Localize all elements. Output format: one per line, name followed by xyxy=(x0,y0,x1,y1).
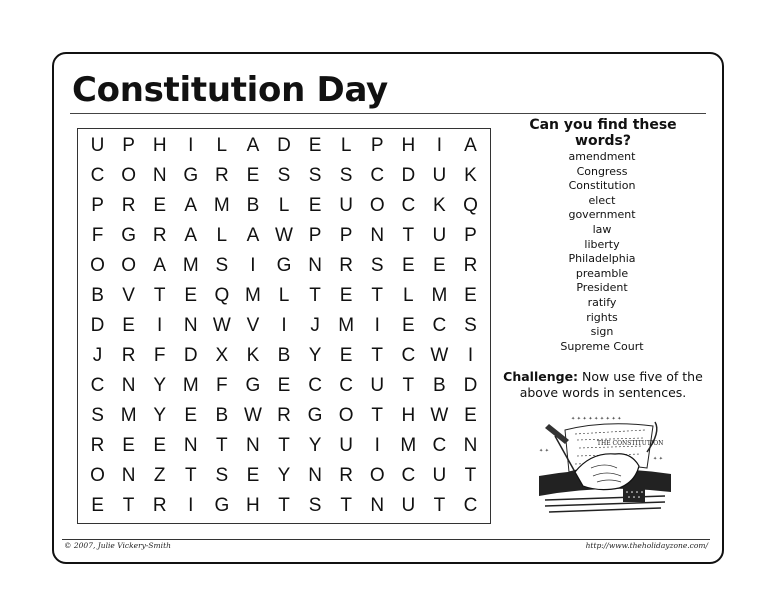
grid-letter: M xyxy=(182,255,199,276)
word-list-item: Philadelphia xyxy=(568,252,636,266)
grid-letter: F xyxy=(216,375,228,396)
grid-letter: N xyxy=(183,315,198,336)
word-list xyxy=(520,150,684,354)
grid-letter: O xyxy=(121,165,136,186)
grid-letter: B xyxy=(433,375,446,396)
grid-letter: P xyxy=(464,225,477,246)
grid-letter: I xyxy=(374,315,380,336)
grid-letter: P xyxy=(308,225,322,246)
grid-letter: M xyxy=(120,405,137,426)
svg-text:✦ ✦ ✦ ✦ ✦ ✦ ✦ ✦ ✦: ✦ ✦ ✦ ✦ ✦ ✦ ✦ ✦ ✦ xyxy=(571,416,622,422)
grid-letter: H xyxy=(246,495,260,516)
grid-letter: T xyxy=(402,225,415,246)
grid-letter: Y xyxy=(277,465,291,486)
grid-letter: I xyxy=(188,135,194,156)
grid-letter: E xyxy=(401,315,415,336)
grid-letter: E xyxy=(339,345,353,366)
grid-letter: S xyxy=(91,405,104,426)
grid-letter: Z xyxy=(153,465,166,486)
grid-letter: R xyxy=(121,345,136,366)
grid-letter: M xyxy=(182,375,199,396)
grid-letter: R xyxy=(152,225,167,246)
challenge-body: Now use five of the above words in sentences. xyxy=(519,369,703,400)
word-list-heading: Can you find these words? xyxy=(529,117,677,149)
grid-letter: O xyxy=(338,405,354,426)
grid-letter: S xyxy=(277,165,291,186)
grid-letter: P xyxy=(370,135,384,156)
grid-letter: E xyxy=(277,375,291,396)
grid-letter: E xyxy=(184,405,198,426)
grid-letter: T xyxy=(278,435,290,456)
grid-letter: U xyxy=(339,435,354,456)
grid-letter: Y xyxy=(308,345,322,366)
grid-letter: B xyxy=(246,195,260,216)
grid-letter: T xyxy=(309,285,321,306)
grid-letter: S xyxy=(215,255,229,276)
grid-letter: E xyxy=(433,255,446,276)
grid-letter: A xyxy=(246,225,260,246)
grid-letter: N xyxy=(183,435,198,456)
grid-letter: E xyxy=(308,135,322,156)
grid-letter: T xyxy=(371,405,384,426)
grid-letter: W xyxy=(212,315,231,336)
grid-letter: T xyxy=(153,285,166,306)
grid-letter: W xyxy=(430,405,449,426)
grid-letter: K xyxy=(246,345,260,366)
svg-text:THE CONSTITUTION: THE CONSTITUTION xyxy=(597,440,664,447)
grid-letter: Q xyxy=(214,285,230,306)
grid-letter: C xyxy=(308,375,322,396)
grid-letter: S xyxy=(464,315,477,336)
word-search-grid xyxy=(77,128,491,524)
grid-letter: C xyxy=(90,165,105,186)
grid-letter: Y xyxy=(153,375,167,396)
grid-letter: D xyxy=(277,135,291,156)
grid-letter: J xyxy=(310,315,320,336)
grid-letter: I xyxy=(467,345,474,366)
grid-letter: A xyxy=(184,195,198,216)
grid-letter: G xyxy=(214,495,230,516)
grid-letter: T xyxy=(433,495,446,516)
grid-letter: R xyxy=(339,465,354,486)
grid-letter: L xyxy=(403,285,414,306)
grid-letter: I xyxy=(374,435,380,456)
grid-letter: N xyxy=(121,465,136,486)
word-list-item: law xyxy=(592,222,612,236)
grid-letter: G xyxy=(121,225,136,246)
grid-letter: U xyxy=(432,165,447,186)
challenge-text xyxy=(500,369,706,401)
grid-letter: H xyxy=(152,135,167,156)
footer-divider xyxy=(62,539,710,540)
grid-letter: T xyxy=(216,435,228,456)
grid-letter: C xyxy=(432,435,447,456)
grid-letter: N xyxy=(121,375,136,396)
grid-letter: W xyxy=(243,405,262,426)
copyright-text: © 2007, Julie Vickery-Smith xyxy=(64,541,171,550)
grid-letter: I xyxy=(188,495,194,516)
grid-letter: Y xyxy=(153,405,167,426)
grid-letter: R xyxy=(90,435,105,456)
grid-letter: L xyxy=(278,195,290,216)
grid-letter: B xyxy=(277,345,291,366)
grid-letter: G xyxy=(276,255,292,276)
grid-letter: P xyxy=(122,135,135,156)
word-list-item: amendment xyxy=(568,150,636,163)
grid-letter: R xyxy=(121,195,136,216)
grid-letter: E xyxy=(464,405,477,426)
grid-letter: U xyxy=(401,495,416,516)
grid-letter: W xyxy=(430,345,449,366)
grid-letter: M xyxy=(213,195,230,216)
grid-letter: G xyxy=(245,375,261,396)
grid-letter: F xyxy=(91,225,104,246)
grid-letter: P xyxy=(339,225,353,246)
grid-letter: O xyxy=(90,255,105,276)
word-list-item: Congress xyxy=(576,164,628,178)
grid-letter: S xyxy=(308,495,322,516)
svg-text:✦ ✦: ✦ ✦ xyxy=(539,448,549,454)
grid-letter: R xyxy=(277,405,291,426)
grid-letter: W xyxy=(275,225,293,246)
grid-letter: C xyxy=(401,465,416,486)
grid-letter: K xyxy=(464,165,477,186)
grid-letter: N xyxy=(463,435,478,456)
grid-letter: T xyxy=(371,285,384,306)
grid-letter: N xyxy=(308,255,322,276)
grid-letter: E xyxy=(308,195,322,216)
grid-letter: C xyxy=(463,495,478,516)
grid-letter: U xyxy=(370,375,385,396)
grid-letter: O xyxy=(90,465,105,486)
grid-letter: C xyxy=(339,375,354,396)
grid-letter: H xyxy=(401,135,416,156)
title-divider xyxy=(70,113,706,114)
grid-letter: B xyxy=(215,405,229,426)
grid-letter: E xyxy=(184,285,198,306)
grid-letter: M xyxy=(245,285,261,306)
grid-letter: C xyxy=(90,375,105,396)
word-list-item: government xyxy=(568,208,636,222)
grid-letter: V xyxy=(122,285,135,306)
grid-letter: E xyxy=(91,495,104,516)
constitution-handshake-illustration xyxy=(535,412,675,518)
grid-letter: E xyxy=(122,435,135,456)
grid-letter: U xyxy=(432,465,447,486)
grid-letter: M xyxy=(400,435,417,456)
grid-letter: U xyxy=(339,195,354,216)
word-list-item: President xyxy=(576,281,628,295)
grid-letter: V xyxy=(246,315,260,336)
grid-letter: D xyxy=(401,165,416,186)
grid-letter: S xyxy=(339,165,353,186)
grid-letter: R xyxy=(463,255,478,276)
grid-letter: C xyxy=(370,165,385,186)
word-list-item: Supreme Court xyxy=(560,339,644,353)
grid-letter: E xyxy=(339,285,353,306)
grid-letter: D xyxy=(183,345,198,366)
grid-letter: E xyxy=(401,255,415,276)
grid-letter: R xyxy=(339,255,354,276)
word-list-item: liberty xyxy=(584,237,620,251)
grid-letter: I xyxy=(157,315,163,336)
grid-letter: E xyxy=(246,465,260,486)
grid-letter: T xyxy=(402,375,415,396)
grid-letter: K xyxy=(433,195,446,216)
grid-letter: M xyxy=(431,285,448,306)
grid-letter: L xyxy=(216,225,228,246)
page-title: Constitution Day xyxy=(72,70,388,110)
word-list-item: rights xyxy=(586,310,618,324)
grid-letter: D xyxy=(90,315,105,336)
grid-letter: P xyxy=(91,195,104,216)
grid-letter: L xyxy=(216,135,228,156)
grid-letter: Q xyxy=(463,195,478,216)
grid-letter: I xyxy=(436,135,443,156)
grid-letter: E xyxy=(122,315,135,336)
grid-letter: S xyxy=(215,465,229,486)
grid-letter: E xyxy=(246,165,260,186)
grid-letter: X xyxy=(215,345,229,366)
grid-letter: J xyxy=(92,345,103,366)
grid-letter: Y xyxy=(308,435,322,456)
grid-letter: G xyxy=(307,405,323,426)
word-list-item: sign xyxy=(590,325,614,339)
grid-letter: R xyxy=(152,495,167,516)
grid-letter: I xyxy=(250,255,256,276)
grid-letter: T xyxy=(278,495,290,516)
grid-letter: O xyxy=(369,465,385,486)
grid-letter: C xyxy=(432,315,447,336)
grid-letter: N xyxy=(370,225,385,246)
grid-letter: B xyxy=(91,285,104,306)
grid-letter: A xyxy=(153,255,167,276)
grid-letter: A xyxy=(464,135,477,156)
grid-letter: T xyxy=(340,495,352,516)
grid-letter: T xyxy=(464,465,477,486)
grid-letter: G xyxy=(183,165,199,186)
grid-letter: F xyxy=(153,345,166,366)
grid-letter: E xyxy=(153,435,167,456)
word-list-item: preamble xyxy=(575,266,629,280)
grid-letter: I xyxy=(281,315,287,336)
word-list-item: elect xyxy=(588,193,616,207)
grid-letter: U xyxy=(90,135,105,156)
grid-letter: T xyxy=(184,465,197,486)
grid-letter: N xyxy=(308,465,322,486)
grid-letter: O xyxy=(121,255,136,276)
grid-letter: E xyxy=(153,195,167,216)
grid-letter: U xyxy=(432,225,447,246)
grid-letter: T xyxy=(122,495,135,516)
grid-letter: A xyxy=(246,135,260,156)
grid-letter: C xyxy=(401,195,416,216)
word-list-item: Constitution xyxy=(568,179,636,193)
website-link[interactable]: http://www.theholidayzone.com/ xyxy=(585,541,708,550)
grid-letter: S xyxy=(308,165,322,186)
grid-letter: T xyxy=(371,345,384,366)
grid-letter: O xyxy=(369,195,385,216)
grid-letter: D xyxy=(463,375,478,396)
svg-text:✦ ✦: ✦ ✦ xyxy=(653,456,663,462)
grid-letter: C xyxy=(401,345,416,366)
grid-letter: A xyxy=(184,225,198,246)
grid-letter: M xyxy=(338,315,355,336)
grid-letter: N xyxy=(246,435,260,456)
grid-letter: L xyxy=(278,285,290,306)
word-list-item: ratify xyxy=(587,295,617,309)
grid-letter: N xyxy=(370,495,385,516)
grid-letter: S xyxy=(370,255,384,276)
grid-letter: H xyxy=(401,405,416,426)
grid-letter: E xyxy=(464,285,477,306)
challenge-label: Challenge: xyxy=(503,369,579,384)
grid-letter: R xyxy=(214,165,229,186)
grid-letter: L xyxy=(340,135,352,156)
grid-letter: N xyxy=(152,165,167,186)
